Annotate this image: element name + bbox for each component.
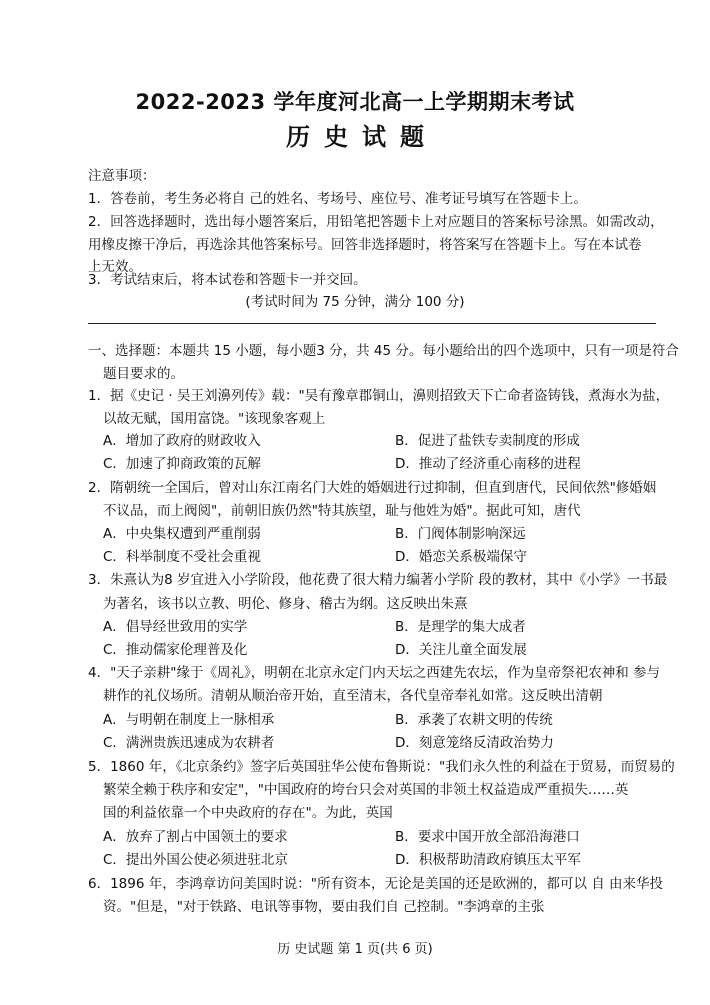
question-5-option-d: D．积极帮助清政府镇压太平军 — [395, 852, 581, 868]
question-1-option-c: C．加速了抑商政策的瓦解 — [103, 456, 261, 472]
question-5-option-c: C．提出外国公使必须进驻北京 — [103, 852, 288, 868]
question-3-option-c: C．推动儒家伦理普及化 — [103, 642, 248, 658]
question-2-option-d: D．婚恋关系极端保守 — [395, 549, 527, 565]
divider — [88, 323, 656, 324]
question-4-option-c: C．满洲贵族迅速成为农耕者 — [103, 735, 275, 751]
question-5-stem-line-1: 5．1860 年，《北京条约》签字后英国驻华公使布鲁斯说："我们永久性的利益在于贸易，而贸易的 — [88, 759, 675, 775]
exam-title: 2022-2023 学年度河北高一上学期期末考试 — [135, 90, 575, 114]
question-3-option-a: A．倡导经世致用的实学 — [103, 619, 248, 635]
section-instruction-line-2: 题目要求的。 — [103, 366, 184, 382]
page-footer: 历 史试题 第 1 页(共 6 页) — [277, 942, 433, 957]
question-2-option-b: B．门阀体制影响深远 — [395, 526, 526, 542]
notice-heading: 注意事项： — [88, 168, 156, 184]
section-instruction-line-1: 一、选择题：本题共 15 小题，每小题3 分，共 45 分。每小题给出的四个选项中，只有一项是符合 — [88, 343, 679, 359]
subject-title: 历史试题 — [286, 123, 438, 151]
question-4-stem-line-2: 耕作的礼仪场所。清朝从顺治帝开始，直至清末，各代皇帝奉礼如常。这反映出清朝 — [103, 688, 603, 704]
question-1-option-b: B．促进了盐铁专卖制度的形成 — [395, 433, 580, 449]
notice-item-2-line-1: 2．回答选择题时，选出每小题答案后，用铅笔把答题卡上对应题目的答案标号涂黑。如需改动， — [88, 214, 664, 230]
question-6-stem-line-2: 资。"但是，"对于铁路、电讯等事物，要由我们自 己控制。"李鸿章的主张 — [103, 899, 545, 915]
notice-item-1: 1．答卷前，考生务必将自 己的姓名、考场号、座位号、准考证号填写在答题卡上。 — [88, 191, 587, 207]
question-2-option-c: C．科举制度不受社会重视 — [103, 549, 261, 565]
question-3-stem-line-1: 3．朱熹认为8 岁宜进入小学阶段，他花费了很大精力编著小学阶 段的教材，其中《小学》一书最 — [88, 572, 668, 588]
question-5-stem-line-3: 国的利益依靠一个中央政府的存在"。为此，英国 — [103, 805, 393, 821]
notice-item-3: 3．考试结束后，将本试卷和答题卡一并交回。 — [88, 272, 367, 288]
exam-time-note: (考试时间为 75 分钟，满分 100 分) — [245, 294, 465, 310]
question-5-stem-line-2: 繁荣全赖于秩序和安定"，"中国政府的垮台只会对英国的非领土权益造成严重损失……英 — [103, 782, 629, 798]
question-1-stem-line-1: 1．据《史记 · 吴王刘濞列传》载："吴有豫章郡铜山，濞则招致天下亡命者盗铸钱，煮海水为盐， — [88, 388, 670, 404]
question-4-option-b: B．承袭了农耕文明的传统 — [395, 712, 553, 728]
question-6-stem-line-1: 6．1896 年，李鸿章访问美国时说："所有资本，无论是美国的还是欧洲的，都可以 自 由来华投 — [88, 876, 664, 892]
question-5-option-b: B．要求中国开放全部沿海港口 — [395, 829, 580, 845]
question-3-stem-line-2: 为著名，该书以立教、明伦、修身、稽古为纲。这反映出朱熹 — [103, 596, 468, 612]
question-4-stem-line-1: 4．"天子亲耕"缘于《周礼》，明朝在北京永定门内天坛之西建先农坛，作为皇帝祭祀农神和 参与 — [88, 665, 661, 681]
question-2-stem-line-1: 2．隋朝统一全国后，曾对山东江南名门大姓的婚姻进行过抑制，但直到唐代，民间依然"修婚姻 — [88, 480, 657, 496]
notice-item-2-line-2: 用橡皮擦干净后，再选涂其他答案标号。回答非选择题时，将答案写在答题卡上。写在本试卷 — [88, 237, 642, 253]
question-2-option-a: A．中央集权遭到严重削弱 — [103, 526, 261, 542]
question-4-option-a: A．与明朝在制度上一脉相承 — [103, 712, 275, 728]
question-3-option-b: B．是理学的集大成者 — [395, 619, 526, 635]
question-3-option-d: D．关注儿童全面发展 — [395, 642, 527, 658]
question-5-option-a: A．放弃了割占中国领土的要求 — [103, 829, 288, 845]
question-1-stem-line-2: 以故无赋，国用富饶。"该现象客观上 — [103, 411, 326, 427]
notice-item-2-line-3: 上无效。 — [88, 259, 142, 275]
question-4-option-d: D．刻意笼络反清政治势力 — [395, 735, 554, 751]
question-1-option-a: A．增加了政府的财政收入 — [103, 433, 261, 449]
question-2-stem-line-2: 不议品，而上阀阅"，前朝旧族仍然"特其族望，耻与他姓为婚"。据此可知，唐代 — [103, 503, 581, 519]
question-1-option-d: D．推动了经济重心南移的进程 — [395, 456, 581, 472]
